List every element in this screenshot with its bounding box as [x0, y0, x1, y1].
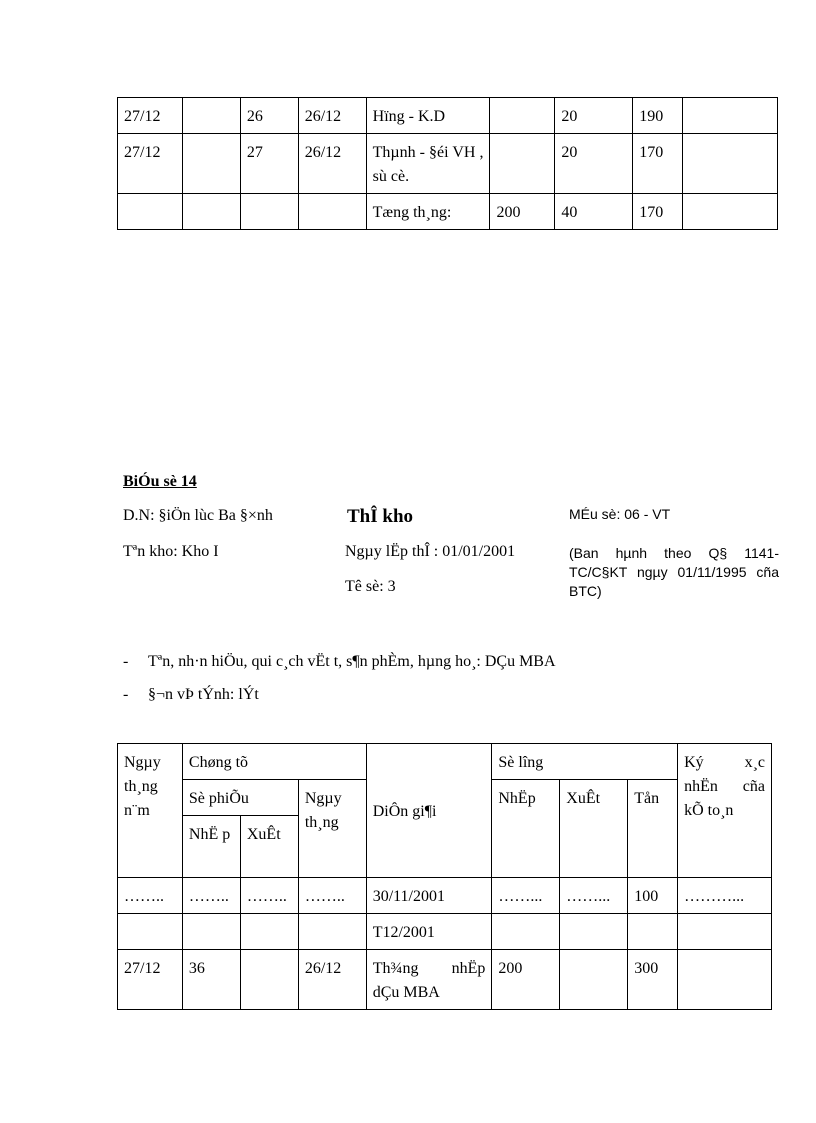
header-signature: Ký x¸c nhËn cña kÕ to¸n [678, 744, 772, 878]
table-cell [240, 950, 298, 1010]
table-cell: 26 [240, 98, 298, 134]
card-date: Ngµy lËp thÎ : 01/01/2001 [345, 543, 516, 560]
table-cell: ……... [492, 878, 560, 914]
table-cell: 200 [490, 194, 555, 230]
bullet-dash: - [123, 653, 129, 670]
table-cell: 26/12 [298, 134, 366, 194]
header-export: XuÊt [240, 816, 298, 878]
form-number: MÉu sè: 06 - VT [569, 506, 671, 522]
ledger-continuation-table [117, 97, 778, 230]
card-title: ThÎ kho [347, 506, 414, 527]
table-cell [492, 914, 560, 950]
table-cell: 190 [633, 98, 683, 134]
header-document: Chøng tõ [182, 744, 366, 780]
table-cell: 170 [633, 134, 683, 194]
table-cell [628, 914, 678, 950]
table-cell: Tæng th¸ng: [366, 194, 490, 230]
table-cell [490, 98, 555, 134]
table-cell [683, 194, 778, 230]
table-cell [240, 194, 298, 230]
table-cell [182, 194, 240, 230]
table-cell: …….. [118, 878, 183, 914]
table-cell: 40 [555, 194, 633, 230]
unit-line: §¬n vÞ tÝnh: lÝt [148, 686, 259, 703]
table-cell: 27/12 [118, 98, 183, 134]
table-cell: 200 [492, 950, 560, 1010]
table-cell [182, 134, 240, 194]
table-cell [678, 914, 772, 950]
table-cell [683, 98, 778, 134]
table-cell: 170 [633, 194, 683, 230]
table-cell: T12/2001 [366, 914, 492, 950]
table-cell [560, 914, 628, 950]
header-qty-stock: Tån [628, 780, 678, 878]
table-row [118, 98, 778, 134]
table-cell [240, 914, 298, 950]
table-row [118, 134, 778, 194]
table-cell: 27/12 [118, 950, 183, 1010]
issued-by-note: (Ban hµnh theo Q§ 1141-TC/C§KT ngµy 01/11/1995 cña BTC) [569, 545, 779, 599]
table-cell: 300 [628, 950, 678, 1010]
form-label: BiÓu sè 14 [123, 473, 197, 490]
header-doc-date: Ngµy th¸ng [298, 780, 366, 878]
header-quantity: Sè lîng [492, 744, 678, 780]
header-import: NhË p [182, 816, 240, 878]
table-cell: Hïng - K.D [366, 98, 490, 134]
table-cell [298, 914, 366, 950]
table-cell [118, 914, 183, 950]
table-cell: 20 [555, 134, 633, 194]
company-name: D.N: §iÖn lùc Ba §×nh [123, 507, 273, 524]
table-cell [560, 950, 628, 1010]
warehouse-card-table [117, 743, 772, 1010]
table-cell [182, 914, 240, 950]
table-cell: Thµnh - §éi VH , sù cè. [366, 134, 490, 194]
table-row [118, 914, 772, 950]
table-cell: 30/11/2001 [366, 878, 492, 914]
table-cell [118, 194, 183, 230]
table-row [118, 878, 772, 914]
table-cell: 100 [628, 878, 678, 914]
table-cell: ………... [678, 878, 772, 914]
sheet-number: Tê sè: 3 [345, 578, 396, 595]
table-cell: 27 [240, 134, 298, 194]
header-slip-no: Sè phiÕu [182, 780, 298, 816]
table-cell: 36 [182, 950, 240, 1010]
header-description: DiÔn gi¶i [366, 744, 492, 878]
warehouse-name: Tªn kho: Kho I [123, 543, 219, 560]
table-header-row [118, 744, 772, 780]
table-row [118, 950, 772, 1010]
table-cell: 26/12 [298, 98, 366, 134]
table-row [118, 194, 778, 230]
table-cell: …….. [240, 878, 298, 914]
header-qty-export: XuÊt [560, 780, 628, 878]
table-cell [678, 950, 772, 1010]
bullet-dash: - [123, 686, 129, 703]
table-cell [298, 194, 366, 230]
header-qty-import: NhËp [492, 780, 560, 878]
table-cell: …….. [182, 878, 240, 914]
table-cell: 26/12 [298, 950, 366, 1010]
table-cell: 27/12 [118, 134, 183, 194]
item-description: Tªn, nh·n hiÖu, qui c¸ch vËt t, s¶n phÈm, hµng ho¸: DÇu MBA [148, 653, 556, 670]
table-cell [182, 98, 240, 134]
table-cell: …….. [298, 878, 366, 914]
table-cell: Th¾ng nhËp dÇu MBA [366, 950, 492, 1010]
table-cell [683, 134, 778, 194]
table-cell: 20 [555, 98, 633, 134]
table-cell [490, 134, 555, 194]
table-cell: ……... [560, 878, 628, 914]
header-date: Ngµy th¸ng n¨m [118, 744, 183, 878]
